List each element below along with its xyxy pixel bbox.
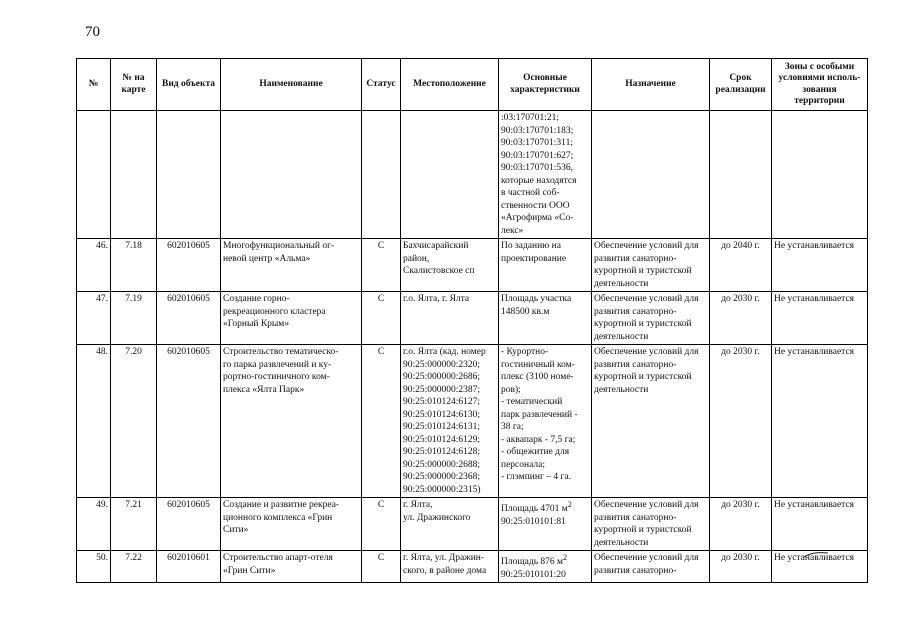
header-num: № <box>77 59 111 111</box>
row-purpose: Обеспечение условий для развития санаторно- курортной и туристской деятельности <box>592 498 710 551</box>
row-name: Создание горно- рекреационного кластера «Горный Крым» <box>221 292 362 345</box>
row-purpose: Обеспечение условий для развития санаторно- <box>592 551 710 583</box>
row-characteristics <box>499 498 592 551</box>
cadastral-number: 90:25:010101:81 <box>501 516 566 527</box>
row-zones: Не устанавливается <box>772 498 868 551</box>
row-status: С <box>362 345 401 498</box>
row-location: г. Ялта, ул. Дражинского <box>401 498 499 551</box>
row-object-type: 602010605 <box>157 239 221 292</box>
row-term: до 2030 г. <box>710 551 772 583</box>
row-name: Создание и развитие рекреа- ционного комплекса «Грин Сити» <box>221 498 362 551</box>
continuation-characteristics: :03:170701:21; 90:03:170701:183; 90:03:170701:311; 90:03:170701:627; 90:03:170701:536, которые находятся в частной соб- ственности ООО «Агрофирма «Со- лекс» <box>499 111 592 239</box>
row-name: Строительство апарт-отеля «Грин Сити» <box>221 551 362 583</box>
header-characteristics: Основные характеристики <box>499 59 592 111</box>
row-term: до 2030 г. <box>710 292 772 345</box>
row-characteristics: Площадь участка 148500 кв.м <box>499 292 592 345</box>
area-unit-sup: 2 <box>567 500 572 509</box>
row-characteristics <box>499 551 592 583</box>
row-object-type: 602010605 <box>157 292 221 345</box>
header-status: Статус <box>362 59 401 111</box>
table-row <box>77 239 868 292</box>
row-zones: Не устанавливается <box>772 551 868 583</box>
row-object-type: 602010605 <box>157 498 221 551</box>
row-name: Многофункциональный ог- невой центр «Альма» <box>221 239 362 292</box>
row-status: С <box>362 551 401 583</box>
area-unit-sup: 2 <box>563 553 568 562</box>
row-num: 49. <box>77 498 111 551</box>
row-map-num: 7.21 <box>111 498 157 551</box>
row-map-num: 7.20 <box>111 345 157 498</box>
header-zones: Зоны с особыми условиями исполь- зования территории <box>772 59 868 111</box>
row-num: 46. <box>77 239 111 292</box>
area-value: Площадь 876 м <box>501 557 564 568</box>
table-row <box>77 498 868 551</box>
table-row <box>77 551 868 583</box>
row-purpose: Обеспечение условий для развития санаторно- курортной и туристской деятельности <box>592 292 710 345</box>
row-zones: Не устанавливается <box>772 239 868 292</box>
table-row <box>77 345 868 498</box>
row-purpose: Обеспечение условий для развития санаторно- курортной и туристской деятельности <box>592 345 710 498</box>
row-location: г.о. Ялта, г. Ялта <box>401 292 499 345</box>
row-object-type: 602010605 <box>157 345 221 498</box>
row-name: Строительство тематическо- го парка развлечений и ку- рортно-гостиничного ком- плекса «Ялта Парк» <box>221 345 362 498</box>
row-characteristics: По заданию на проектирование <box>499 239 592 292</box>
row-map-num: 7.18 <box>111 239 157 292</box>
header-row <box>77 59 868 111</box>
page-number: 70 <box>85 24 100 40</box>
row-zones: Не устанавливается <box>772 292 868 345</box>
row-term: до 2040 г. <box>710 239 772 292</box>
header-map-num: № на карте <box>111 59 157 111</box>
header-term: Срок реализации <box>710 59 772 111</box>
row-term: до 2030 г. <box>710 345 772 498</box>
row-characteristics: - Курортно- гостиничный ком- плекс (3100 номе- ров); - тематический парк развлечений - 38 га; - аквапарк - 7,5 га; - общежитие для персонала; - глэмпинг – 4 га. <box>499 345 592 498</box>
pen-stroke-mark <box>803 551 829 559</box>
row-location: г. Ялта, ул. Дражин- ского, в районе дома <box>401 551 499 583</box>
row-num: 47. <box>77 292 111 345</box>
row-status: С <box>362 239 401 292</box>
row-term: до 2030 г. <box>710 498 772 551</box>
row-object-type: 602010601 <box>157 551 221 583</box>
header-location: Местоположение <box>401 59 499 111</box>
row-num: 48. <box>77 345 111 498</box>
row-location: г.о. Ялта (кад. номер 90:25:000000:2320; 90:25:000000:2686; 90:25:000000:2387; 90:25:010124:6127; 90:25:010124:6130; 90:25:010124:6131; 90:25:010124:6129; 90:25:010124:6128; 90:25:000000:2688; 90:25:000000:2368; 90:25:000000:2315) <box>401 345 499 498</box>
header-purpose: Назначение <box>592 59 710 111</box>
row-zones: Не устанавливается <box>772 345 868 498</box>
row-map-num: 7.22 <box>111 551 157 583</box>
row-purpose: Обеспечение условий для развития санаторно- курортной и туристской деятельности <box>592 239 710 292</box>
area-value: Площадь 4701 м <box>501 504 568 515</box>
row-num: 50. <box>77 551 111 583</box>
row-status: С <box>362 292 401 345</box>
row-map-num: 7.19 <box>111 292 157 345</box>
row-status: С <box>362 498 401 551</box>
header-object-type: Вид объекта <box>157 59 221 111</box>
table-row <box>77 292 868 345</box>
header-name: Наименование <box>221 59 362 111</box>
cadastral-number: 90:25:010101:20 <box>501 569 566 580</box>
objects-table <box>76 58 868 583</box>
row-location: Бахчисарайский район, Скалистовское сп <box>401 239 499 292</box>
continuation-row <box>77 111 868 239</box>
